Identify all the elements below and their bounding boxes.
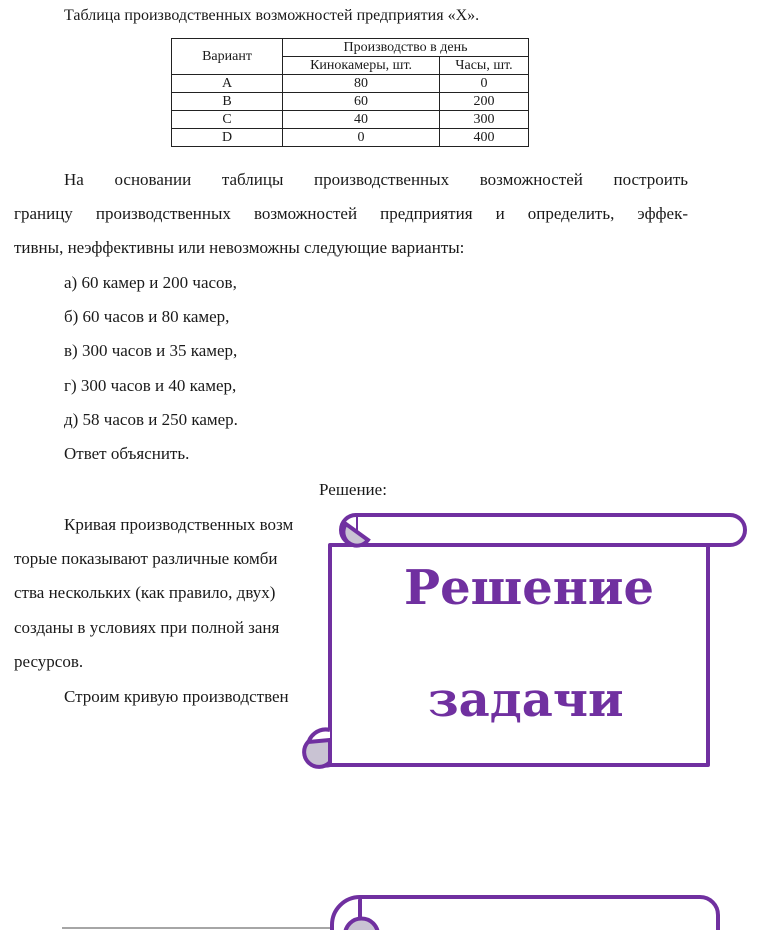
cell-cameras: 0 bbox=[283, 129, 440, 147]
cell-watches: 200 bbox=[440, 93, 529, 111]
option-item: а) 60 камер и 200 часов, bbox=[64, 273, 237, 292]
header-variant: Вариант bbox=[172, 39, 283, 75]
solution-text-line: ства нескольких (как правило, двух) bbox=[14, 583, 276, 602]
solution-text-line: торые показывают различные комби bbox=[14, 549, 278, 568]
cell-cameras: 40 bbox=[283, 111, 440, 129]
solution-text-line: созданы в условиях при полной заня bbox=[14, 618, 280, 637]
cell-variant: D bbox=[172, 129, 283, 147]
cell-cameras: 80 bbox=[283, 75, 440, 93]
option-item: д) 58 часов и 250 камер. bbox=[64, 410, 238, 429]
table-caption: Таблица производственных возможностей предприятия «X». bbox=[64, 7, 480, 24]
solution-text-line: ресурсов. bbox=[14, 652, 84, 671]
cell-watches: 300 bbox=[440, 111, 529, 129]
header-production-per-day: Производство в день bbox=[283, 39, 529, 57]
cell-variant: C bbox=[172, 111, 283, 129]
task-text-line: границу производственных возможностей предприятия и определить, эффек- bbox=[14, 204, 688, 223]
cell-cameras: 60 bbox=[283, 93, 440, 111]
cell-variant: B bbox=[172, 93, 283, 111]
option-item: г) 300 часов и 40 камер, bbox=[64, 376, 237, 395]
cell-variant: A bbox=[172, 75, 283, 93]
header-cameras: Кинокамеры, шт. bbox=[283, 57, 440, 75]
banner-title-line1: Решение bbox=[404, 560, 655, 616]
solution-text-line: Строим кривую производствен bbox=[64, 687, 289, 706]
option-item: в) 300 часов и 35 камер, bbox=[64, 341, 238, 360]
cell-watches: 400 bbox=[440, 129, 529, 147]
option-item: б) 60 часов и 80 камер, bbox=[64, 307, 230, 326]
second-scroll-shape bbox=[332, 897, 718, 930]
banner-title-line2: задачи bbox=[428, 672, 624, 728]
task-text-line: тивны, неэффективны или невозможны следующие варианты: bbox=[14, 238, 465, 257]
header-watches: Часы, шт. bbox=[440, 57, 529, 75]
task-text-line: На основании таблицы производственных возможностей построить bbox=[64, 170, 688, 189]
explain-text: Ответ объяснить. bbox=[64, 444, 190, 463]
solution-text-line: Кривая производственных возм bbox=[64, 515, 294, 534]
solution-heading: Решение: bbox=[319, 480, 387, 499]
cell-watches: 0 bbox=[440, 75, 529, 93]
